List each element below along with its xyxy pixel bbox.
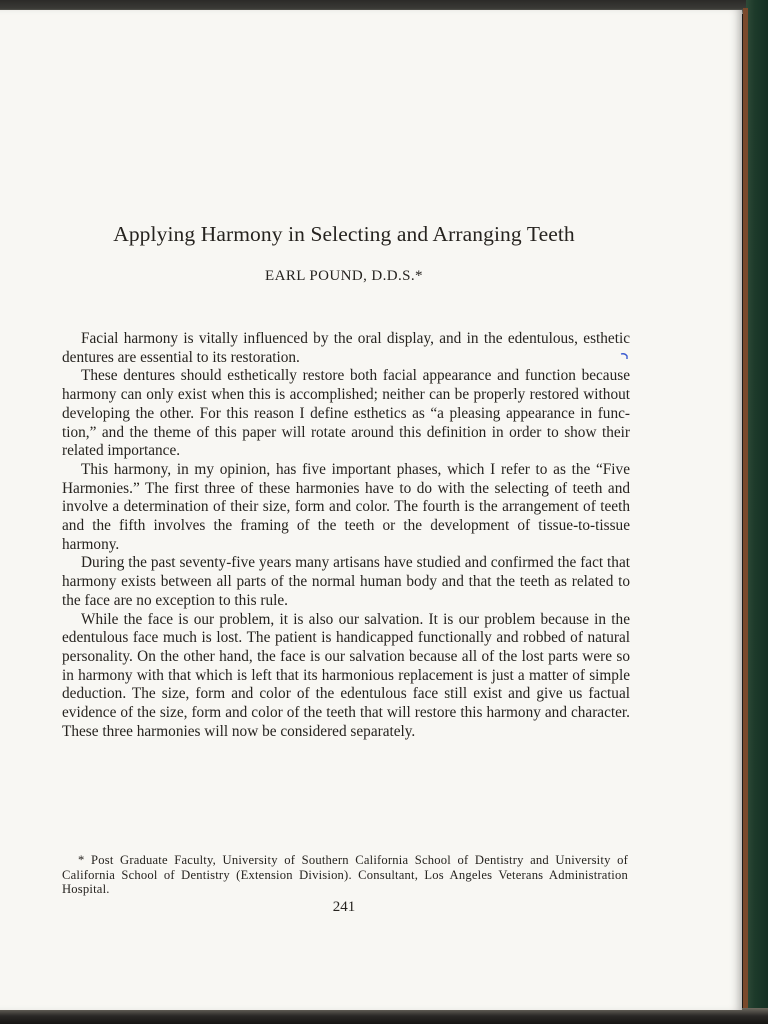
article-title: Applying Harmony in Selecting and Arranging Teeth [113,222,575,246]
article-body [62,330,630,741]
body-paragraph-2: These dentures should esthetically restore both facial appearance and function because harmony can only exist when this is accomplished; neither can be properly restored without developing the other. For this reason I define esthetics as “a pleasing appearance in function,” and the theme of this paper will rotate around this definition in order to show their related importance. [62,367,630,460]
body-paragraph-5: While the face is our problem, it is also our salvation. It is our problem because in the edentulous face much is lost. The patient is handicapped functionally and robbed of natural personality. On the other hand, the face is our salvation because all of the lost parts were so in harmony with that which is left that its harmonious replacement is just a matter of simple deduction. The size, form and color of the edentulous face still exist and give us factual evidence of the size, form and color of the teeth that will restore this harmony and character. These three harmonies will now be considered separately. [62,610,630,740]
ink-speck-path [621,354,627,359]
footnote-text: * Post Graduate Faculty, University of Southern California School of Dentistry and University of California School of Dentistry (Extension Division). Consultant, Los Angeles Veterans Administration Hospital. [62,853,628,896]
body-paragraph-1: Facial harmony is vitally influenced by the oral display, and in the edentulous, esthetic dentures are essential to its restoration. [62,330,630,366]
binding-rim [743,8,748,1008]
page-number: 241 [332,899,356,915]
body-paragraph-3: This harmony, in my opinion, has five important phases, which I refer to as the “Five Harmonies.” The first three of these harmonies have to do with the selecting of teeth and involve a determination of their size, form and color. The fourth is the arrangement of teeth and the fifth involves the framing of the teeth or the development of tissue-to-tissue harmony. [62,460,630,553]
paper-page [0,10,742,1010]
footnote [62,853,628,897]
ink-speck-mark [620,352,629,361]
body-paragraph-4: During the past seventy-five years many artisans have studied and confirmed the fact that harmony exists between all parts of the normal human body and that the teeth as related to the face are no exception to this rule. [62,554,630,609]
author-line: EARL POUND, D.D.S.* [265,268,423,284]
book-binding [746,0,768,1024]
bottom-edge-shadow [0,1008,768,1024]
